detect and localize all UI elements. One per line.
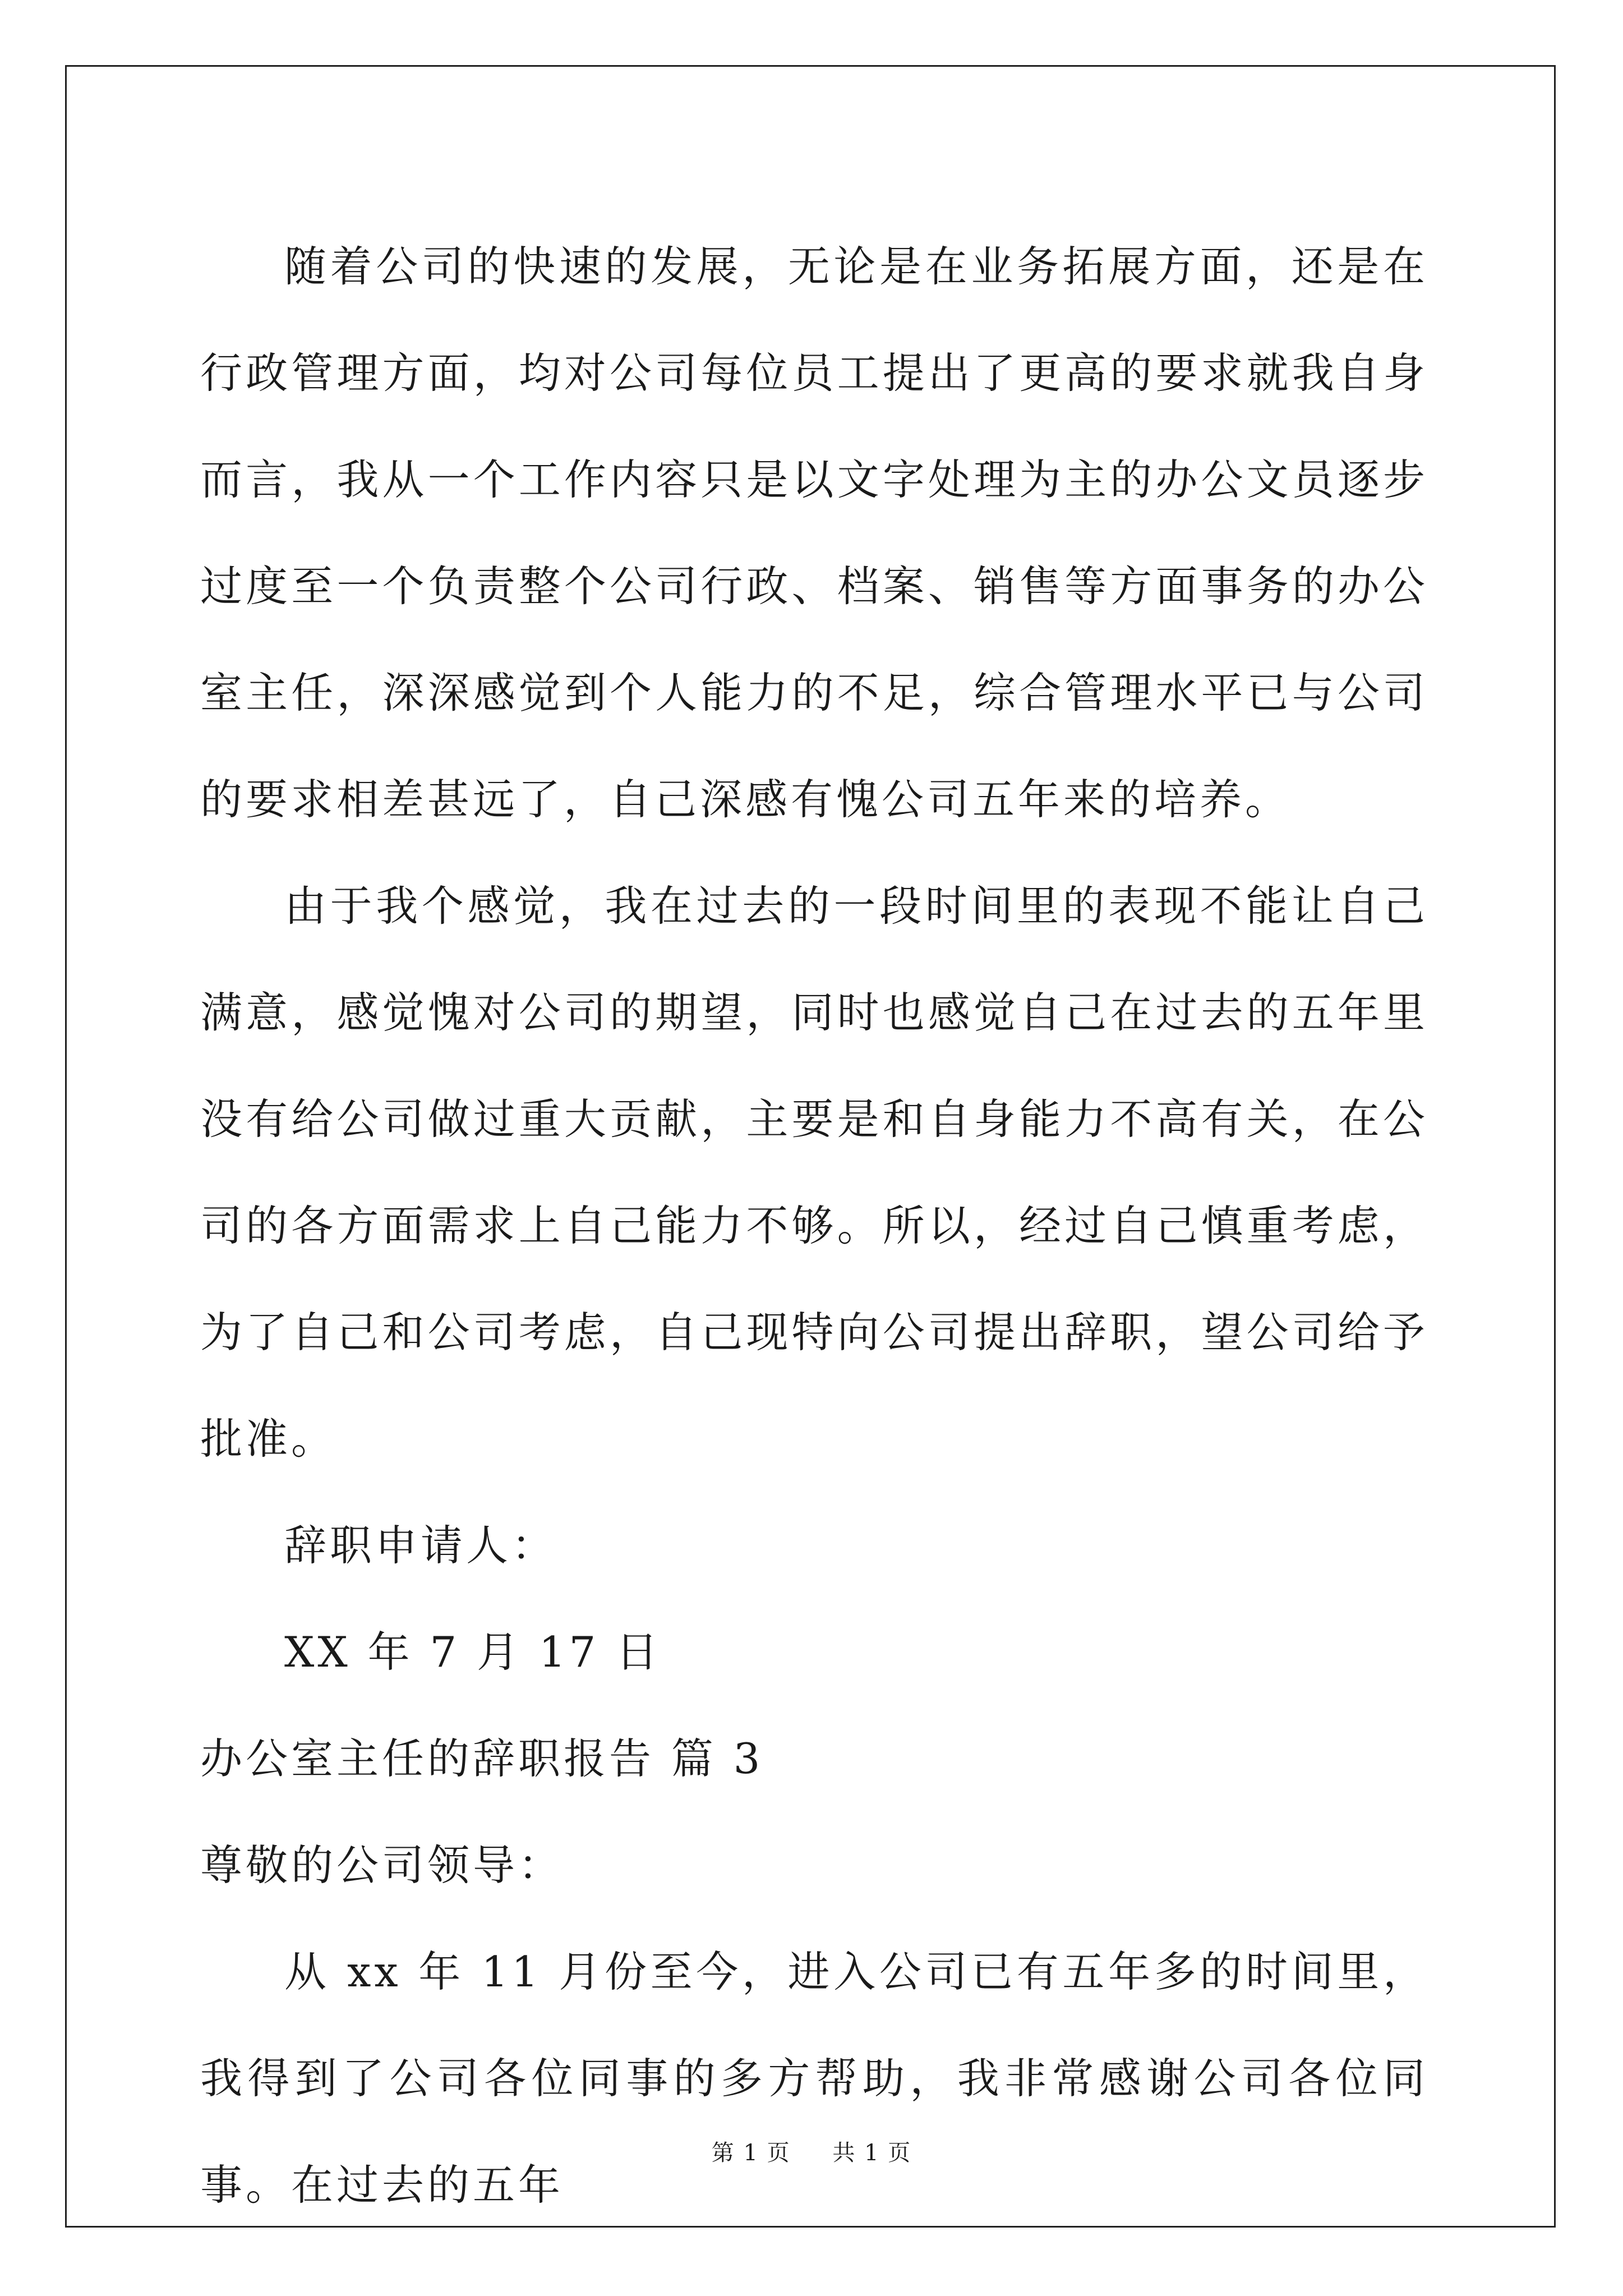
paragraph-company-development: 随着公司的快速的发展，无论是在业务拓展方面，还是在行政管理方面，均对公司每位员工提出了更高的要求就我自身而言，我从一个工作内容只是以文字处理为主的办公文员逐步过度至一个负责整个公司行政、档案、销售等方面事务的办公室主任，深深感觉到个人能力的不足，综合管理水平已与公司的要求相差甚远了，自己深感有愧公司五年来的培养。 xyxy=(200,242,1428,824)
page-number-total: 共 1 页 xyxy=(832,2140,912,2166)
salutation: 尊敬的公司领导： xyxy=(200,1841,564,1890)
paragraph-resignation-reason: 由于我个感觉，我在过去的一段时间里的表现不能让自己满意，感觉愧对公司的期望，同时也感觉自己在过去的五年里没有给公司做过重大贡献，主要是和自身能力不高有关，在公司的各方面需求上自己能力不够。所以，经过自己慎重考虑，为了自己和公司考虑，自己现特向公司提出辞职，望公司给予批准。 xyxy=(200,881,1428,1464)
document-body xyxy=(200,213,1428,2238)
signature-date: XX 年 7 月 17 日 xyxy=(284,1627,662,1677)
page-footer xyxy=(0,2136,1623,2170)
paragraph-letter-opening: 从 xx 年 11 月份至今，进入公司已有五年多的时间里，我得到了公司各位同事的多方帮助，我非常感谢公司各位同事。在过去的五年 xyxy=(200,1947,1428,2210)
section-heading: 办公室主任的辞职报告 篇 3 xyxy=(200,1734,764,1783)
signature-applicant: 辞职申请人： xyxy=(284,1521,557,1570)
page-number-current: 第 1 页 xyxy=(711,2140,791,2166)
